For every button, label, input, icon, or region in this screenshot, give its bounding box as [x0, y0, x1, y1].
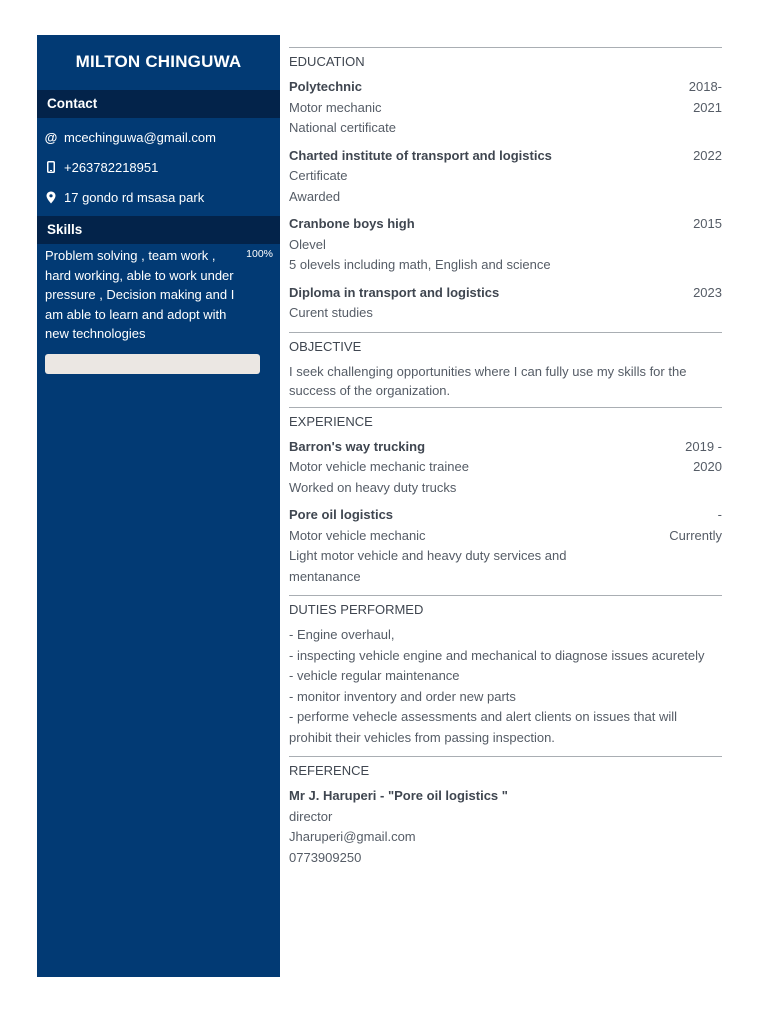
education-date: 2022 [693, 147, 722, 163]
contact-phone-text[interactable]: +263782218951 [64, 159, 159, 175]
duty-item: - monitor inventory and order new parts [289, 688, 516, 704]
reference-phone: 0773909250 [289, 849, 362, 865]
duty-item: - vehicle regular maintenance [289, 668, 460, 683]
skills-heading: Skills [37, 216, 280, 244]
duties-section [289, 595, 722, 756]
reference-heading: REFERENCE [289, 763, 370, 778]
education-institution: Charted institute of transport and logistics [289, 147, 552, 163]
objective-section [289, 332, 722, 407]
experience-company: Pore oil logistics [289, 507, 394, 522]
at-icon: @ [44, 129, 58, 145]
map-pin-icon [43, 191, 59, 204]
sidebar [37, 35, 280, 977]
skills-block [37, 244, 280, 374]
experience-date: 2019 - 2020 [685, 438, 722, 474]
contact-email [37, 122, 280, 152]
experience-description: Worked on heavy duty trucks [289, 479, 457, 495]
education-entry [289, 146, 722, 208]
reference-name: Mr J. Haruperi - "Pore oil logistics " [289, 788, 508, 803]
candidate-name: MILTON CHINGUWA [75, 52, 242, 71]
education-detail: National certificate [289, 120, 396, 135]
education-institution: Diploma in transport and logistics [289, 284, 500, 300]
education-date: 2018- 2021 [688, 79, 722, 115]
education-detail: 5 olevels including math, English and science [289, 257, 551, 272]
experience-date: - Currently [669, 507, 722, 543]
skill-description: Problem solving , team work , hard working, able to work under pressure , Decision making and I am able to learn and adopt with new technologies [45, 248, 235, 341]
education-section [289, 47, 722, 332]
skill-level-label: 100% [246, 248, 273, 260]
experience-entry [289, 505, 722, 587]
education-detail: Awarded [289, 188, 341, 204]
education-date: 2023 [693, 284, 722, 300]
education-entry [289, 77, 722, 139]
contact-address [37, 182, 280, 212]
contact-phone [37, 152, 280, 182]
experience-description: Light motor vehicle and heavy duty services and mentanance [289, 548, 567, 584]
education-entry [289, 214, 722, 276]
duty-item: - inspecting vehicle engine and mechanical to diagnose issues acuretely [289, 647, 705, 663]
objective-heading: OBJECTIVE [289, 338, 362, 354]
experience-role: Motor vehicle mechanic trainee [289, 459, 469, 474]
contact-address-text: 17 gondo rd msasa park [64, 189, 205, 205]
duty-item: - Engine overhaul, [289, 627, 395, 642]
contact-email-text[interactable]: mcechinguwa@gmail.com [64, 129, 216, 145]
contact-list [37, 118, 280, 216]
main-content [289, 47, 722, 868]
education-institution: Polytechnic [289, 79, 362, 94]
education-detail: Certificate [289, 168, 348, 183]
education-heading: EDUCATION [289, 54, 365, 69]
skill-level-bar [45, 354, 260, 374]
reference-section [289, 756, 722, 868]
mobile-phone-icon [43, 161, 59, 173]
education-institution: Cranbone boys high [289, 216, 415, 231]
education-detail: Curent studies [289, 305, 373, 320]
reference-title: director [289, 808, 333, 824]
education-detail: Olevel [289, 236, 326, 252]
experience-section [289, 407, 722, 596]
experience-heading: EXPERIENCE [289, 413, 373, 429]
reference-email[interactable]: Jharuperi@gmail.com [289, 829, 416, 844]
education-date: 2015 [693, 216, 722, 231]
experience-role: Motor vehicle mechanic [289, 527, 426, 543]
contact-heading: Contact [37, 90, 280, 118]
education-entry [289, 283, 722, 324]
objective-text: I seek challenging opportunities where I can fully use my skills for the success of the organization. [289, 363, 687, 398]
experience-entry [289, 437, 722, 499]
duty-item: - performe vehecle assessments and alert clients on issues that will prohibit their vehicles from passing inspection. [289, 709, 678, 745]
duties-heading: DUTIES PERFORMED [289, 602, 424, 617]
education-detail: Motor mechanic [289, 99, 382, 115]
experience-company: Barron's way trucking [289, 438, 426, 454]
